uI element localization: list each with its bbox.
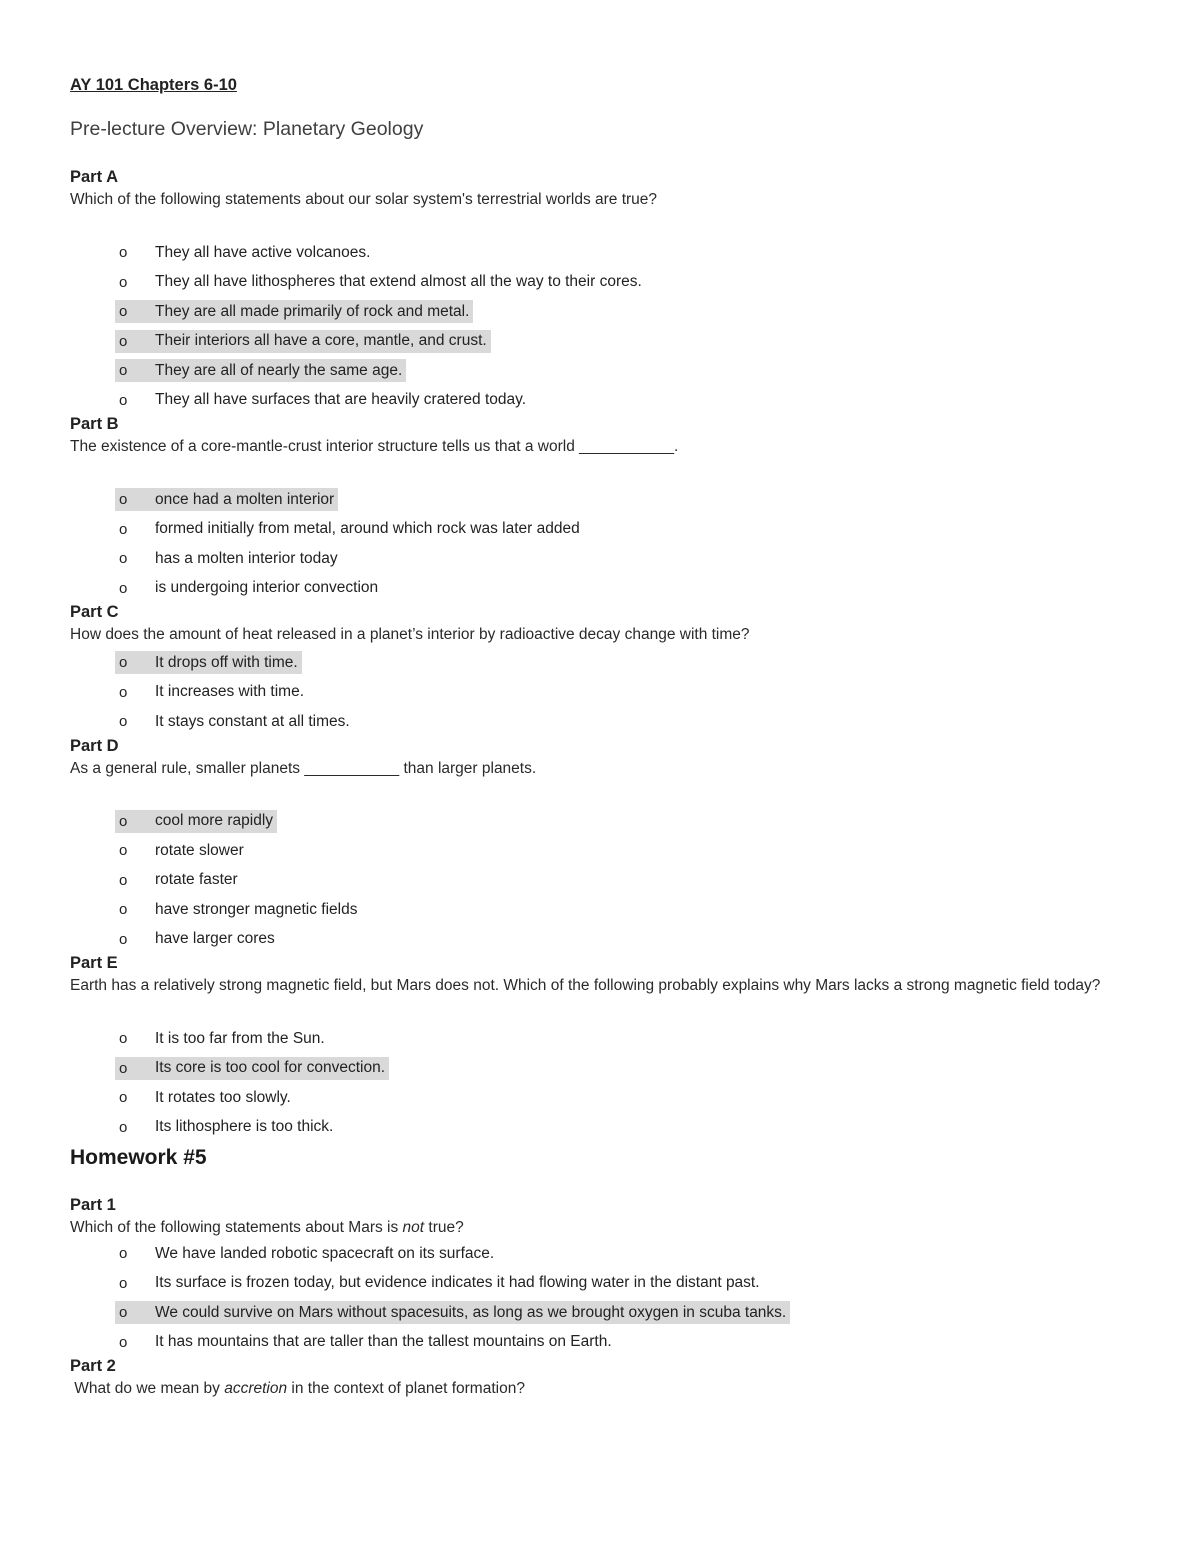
part-b-options xyxy=(70,487,1140,605)
bullet-icon: o xyxy=(119,1118,128,1136)
option[interactable]: o rotate faster xyxy=(70,868,1140,898)
option[interactable]: o It stays constant at all times. xyxy=(70,709,1140,739)
option-highlighted[interactable]: o They are all of nearly the same age. xyxy=(70,358,1140,388)
option[interactable]: o It increases with time. xyxy=(70,680,1140,710)
part-c-title: Part C xyxy=(70,603,119,621)
bullet-icon: o xyxy=(119,362,128,379)
option[interactable]: o They all have active volcanoes. xyxy=(70,240,1140,270)
bullet-icon: o xyxy=(119,1089,128,1106)
part-d-options xyxy=(70,809,1140,957)
option-highlighted[interactable]: o It drops off with time. xyxy=(70,650,1140,680)
bullet-icon: o xyxy=(119,930,128,948)
part-d-question: As a general rule, smaller planets ___________ than larger planets. xyxy=(70,759,537,777)
part-e-question: Earth has a relatively strong magnetic field, but Mars does not. Which of the following probably explains why Mars lacks a strong magnetic field today? xyxy=(70,977,1101,994)
part-1-section xyxy=(70,1194,1140,1359)
part-c-options xyxy=(70,650,1140,739)
bullet-icon: o xyxy=(119,1304,128,1321)
option-highlighted[interactable]: o Their interiors all have a core, mantle, and crust. xyxy=(70,329,1140,359)
part-a-section xyxy=(70,166,1140,417)
bullet-icon: o xyxy=(119,812,128,830)
overview-title: Pre-lecture Overview: Planetary Geology xyxy=(70,118,424,140)
option[interactable]: o have stronger magnetic fields xyxy=(70,897,1140,927)
option[interactable]: o They all have lithospheres that extend almost all the way to their cores. xyxy=(70,270,1140,300)
option[interactable]: o rotate slower xyxy=(70,838,1140,868)
option-highlighted[interactable]: o once had a molten interior xyxy=(70,487,1140,517)
bullet-icon: o xyxy=(119,579,128,597)
bullet-icon: o xyxy=(119,273,128,291)
bullet-icon: o xyxy=(119,1245,128,1262)
option[interactable]: o have larger cores xyxy=(70,927,1140,957)
part-a-options xyxy=(70,240,1140,417)
part-e-title: Part E xyxy=(70,954,118,972)
bullet-icon: o xyxy=(119,491,128,508)
part-d-title: Part D xyxy=(70,736,119,755)
bullet-icon: o xyxy=(119,332,128,350)
option-highlighted[interactable]: o cool more rapidly xyxy=(70,809,1140,839)
option-highlighted[interactable]: o Its core is too cool for convection. xyxy=(70,1056,1140,1086)
bullet-icon: o xyxy=(119,1059,128,1077)
bullet-icon: o xyxy=(119,550,128,567)
bullet-icon: o xyxy=(119,1274,128,1292)
part-b-question: The existence of a core-mantle-crust interior structure tells us that a world ___________. xyxy=(70,438,679,455)
option[interactable]: o Its lithosphere is too thick. xyxy=(70,1115,1140,1145)
part-e-options xyxy=(70,1026,1140,1144)
part-a-title: Part A xyxy=(70,168,118,186)
part-c-question: How does the amount of heat released in a planet’s interior by radioactive decay change with time? xyxy=(70,626,750,643)
part-1-title: Part 1 xyxy=(70,1196,116,1214)
bullet-icon: o xyxy=(119,842,128,859)
bullet-icon: o xyxy=(119,391,128,409)
option[interactable]: o It is too far from the Sun. xyxy=(70,1026,1140,1056)
bullet-icon: o xyxy=(119,1030,128,1047)
part-d-section xyxy=(70,735,1140,957)
document-title: AY 101 Chapters 6-10 xyxy=(70,76,237,94)
part-2-section xyxy=(70,1355,1140,1401)
part-c-section xyxy=(70,601,1140,739)
part-2-title: Part 2 xyxy=(70,1357,116,1375)
option[interactable]: o is undergoing interior convection xyxy=(70,576,1140,606)
part-a-question: Which of the following statements about our solar system's terrestrial worlds are true? xyxy=(70,191,658,208)
option[interactable]: o has a molten interior today xyxy=(70,546,1140,576)
part-1-options xyxy=(70,1241,1140,1359)
option[interactable]: o It rotates too slowly. xyxy=(70,1085,1140,1115)
bullet-icon: o xyxy=(119,520,128,538)
bullet-icon: o xyxy=(119,683,128,701)
bullet-icon: o xyxy=(119,1333,128,1351)
part-e-section xyxy=(70,952,1140,1144)
document-page xyxy=(70,74,1140,1401)
part-2-question: What do we mean by accretion in the context of planet formation? xyxy=(70,1380,525,1397)
bullet-icon: o xyxy=(119,303,128,320)
bullet-icon: o xyxy=(119,713,128,730)
part-1-question: Which of the following statements about Mars is not true? xyxy=(70,1219,464,1236)
option[interactable]: o It has mountains that are taller than the tallest mountains on Earth. xyxy=(70,1330,1140,1360)
bullet-icon: o xyxy=(119,871,128,889)
part-b-section xyxy=(70,413,1140,605)
bullet-icon: o xyxy=(119,901,128,918)
homework-title: Homework #5 xyxy=(70,1146,207,1169)
option-highlighted[interactable]: o We could survive on Mars without spacesuits, as long as we brought oxygen in scuba tanks. xyxy=(70,1300,1140,1330)
bullet-icon: o xyxy=(119,654,128,671)
option[interactable]: o formed initially from metal, around which rock was later added xyxy=(70,517,1140,547)
bullet-icon: o xyxy=(119,244,128,261)
option-highlighted[interactable]: o They are all made primarily of rock and metal. xyxy=(70,299,1140,329)
option[interactable]: o They all have surfaces that are heavily cratered today. xyxy=(70,388,1140,418)
option[interactable]: o We have landed robotic spacecraft on its surface. xyxy=(70,1241,1140,1271)
part-b-title: Part B xyxy=(70,415,119,433)
option[interactable]: o Its surface is frozen today, but evidence indicates it had flowing water in the distant past. xyxy=(70,1271,1140,1301)
